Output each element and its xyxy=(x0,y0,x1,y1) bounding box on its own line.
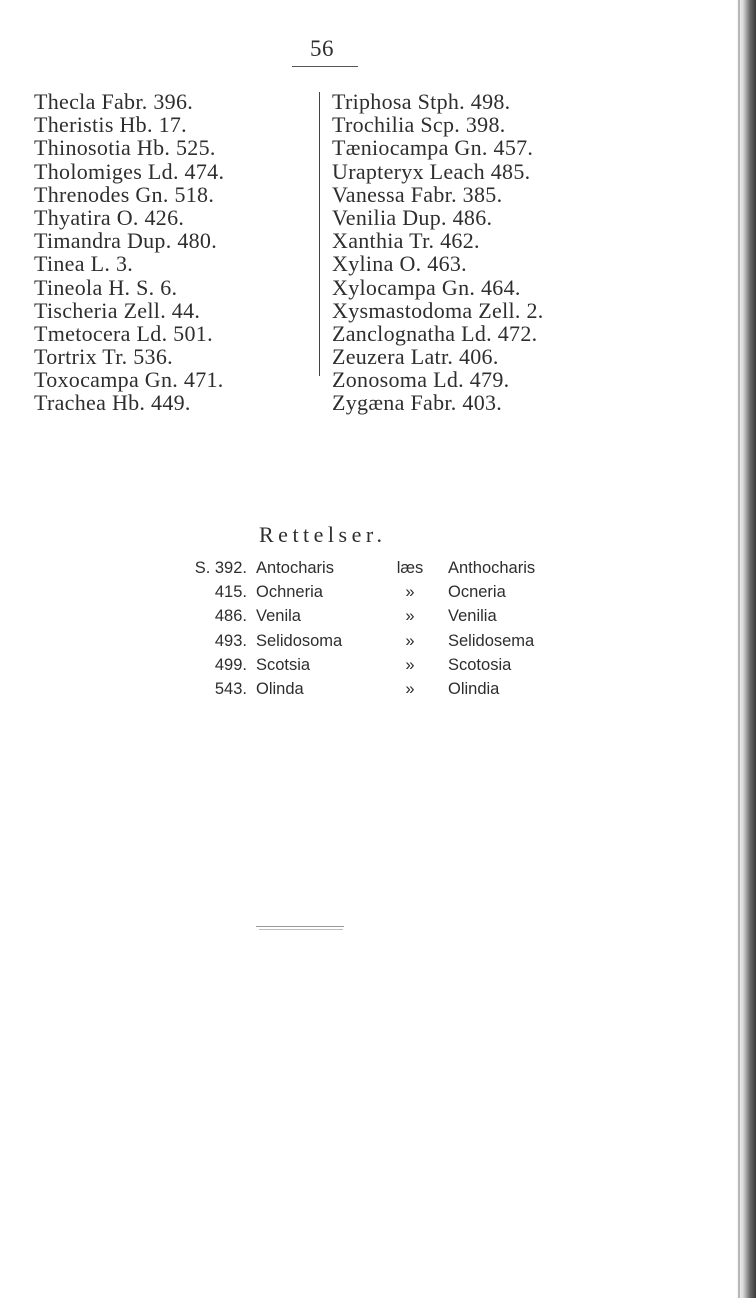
index-entry: Tischeria Zell. 44. xyxy=(34,297,201,323)
index-entry: Thyatira O. 426. xyxy=(34,204,185,230)
index-entry: Xylocampa Gn. 464. xyxy=(332,274,521,300)
errata-read-mark: » xyxy=(405,679,415,698)
errata-row xyxy=(0,580,700,604)
errata-row xyxy=(0,556,700,580)
errata-wrong-term: Venila xyxy=(256,607,301,626)
errata-page: 415. xyxy=(214,583,247,602)
errata-row xyxy=(0,629,700,653)
index-entry: Tæniocampa Gn. 457. xyxy=(332,135,534,161)
errata-correct-term: Olindia xyxy=(448,679,500,698)
index-entry: Trachea Hb. 449. xyxy=(34,390,191,416)
index-entry: Thinosotia Hb. 525. xyxy=(34,135,216,161)
errata-wrong-term: Olinda xyxy=(256,679,304,698)
page-number-underline xyxy=(292,66,358,67)
errata-correct-term: Ocneria xyxy=(448,583,506,602)
index-left-column xyxy=(34,90,224,415)
index-entry: Tortrix Tr. 536. xyxy=(34,344,173,370)
errata-row xyxy=(0,677,700,701)
errata-read-mark: » xyxy=(405,631,415,650)
index-entry: Zeuzera Latr. 406. xyxy=(332,344,499,370)
errata-correct-term: Venilia xyxy=(448,607,497,626)
page-number: 56 xyxy=(310,36,334,61)
page-edge-line xyxy=(738,0,740,1298)
index-entry: Toxocampa Gn. 471. xyxy=(34,367,224,393)
errata-page: 543. xyxy=(214,679,247,698)
index-entry: Triphosa Stph. 498. xyxy=(332,89,511,114)
index-right-column xyxy=(332,90,544,415)
index-entry: Thecla Fabr. 396. xyxy=(34,89,194,114)
errata-wrong-term: Ochneria xyxy=(256,583,323,602)
index-entry: Trochilia Scp. 398. xyxy=(332,112,506,138)
errata-read-mark: » xyxy=(405,655,415,674)
errata-page: 499. xyxy=(214,655,247,674)
errata-page: 493. xyxy=(214,631,247,650)
index-entry: Urapteryx Leach 485. xyxy=(332,158,531,184)
errata-heading: Rettelser. xyxy=(259,522,387,547)
index-entry: Venilia Dup. 486. xyxy=(332,204,493,230)
errata-correct-term: Scotosia xyxy=(448,655,512,674)
index-entry: Timandra Dup. 480. xyxy=(34,228,218,254)
scan-artifact-line xyxy=(256,926,344,927)
index-entry: Tineola H. S. 6. xyxy=(34,274,178,300)
index-entry: Tholomiges Ld. 474. xyxy=(34,158,225,184)
index-entry: Zygæna Fabr. 403. xyxy=(332,390,503,416)
errata-page: 486. xyxy=(214,607,247,626)
errata-wrong-term: Antocharis xyxy=(256,559,334,577)
errata-correct-term: Selidosema xyxy=(448,631,535,650)
errata-wrong-term: Scotsia xyxy=(256,655,311,674)
index-entry: Zonosoma Ld. 479. xyxy=(332,367,510,393)
errata-row xyxy=(0,653,700,677)
errata-wrong-term: Selidosoma xyxy=(256,631,343,650)
errata-read-mark: » xyxy=(405,607,415,626)
index-entry: Xylina O. 463. xyxy=(332,251,467,277)
index-entry: Tinea L. 3. xyxy=(34,251,134,277)
errata-page: S. 392. xyxy=(194,559,247,577)
errata-correct-term: Anthocharis xyxy=(448,559,536,577)
index-entry: Vanessa Fabr. 385. xyxy=(332,181,503,207)
index-entry: Theristis Hb. 17. xyxy=(34,112,187,138)
errata-read-mark: læs xyxy=(396,559,424,577)
scan-artifact-line xyxy=(259,929,343,930)
index-entry: Threnodes Gn. 518. xyxy=(34,181,215,207)
errata-table xyxy=(0,556,700,701)
index-entry: Tmetocera Ld. 501. xyxy=(34,320,213,346)
column-divider xyxy=(319,92,320,376)
errata-read-mark: » xyxy=(405,583,415,602)
errata-row xyxy=(0,604,700,628)
index-entry: Xanthia Tr. 462. xyxy=(332,228,480,254)
index-entry: Zanclognatha Ld. 472. xyxy=(332,320,538,346)
index-entry: Xysmastodoma Zell. 2. xyxy=(332,297,544,323)
